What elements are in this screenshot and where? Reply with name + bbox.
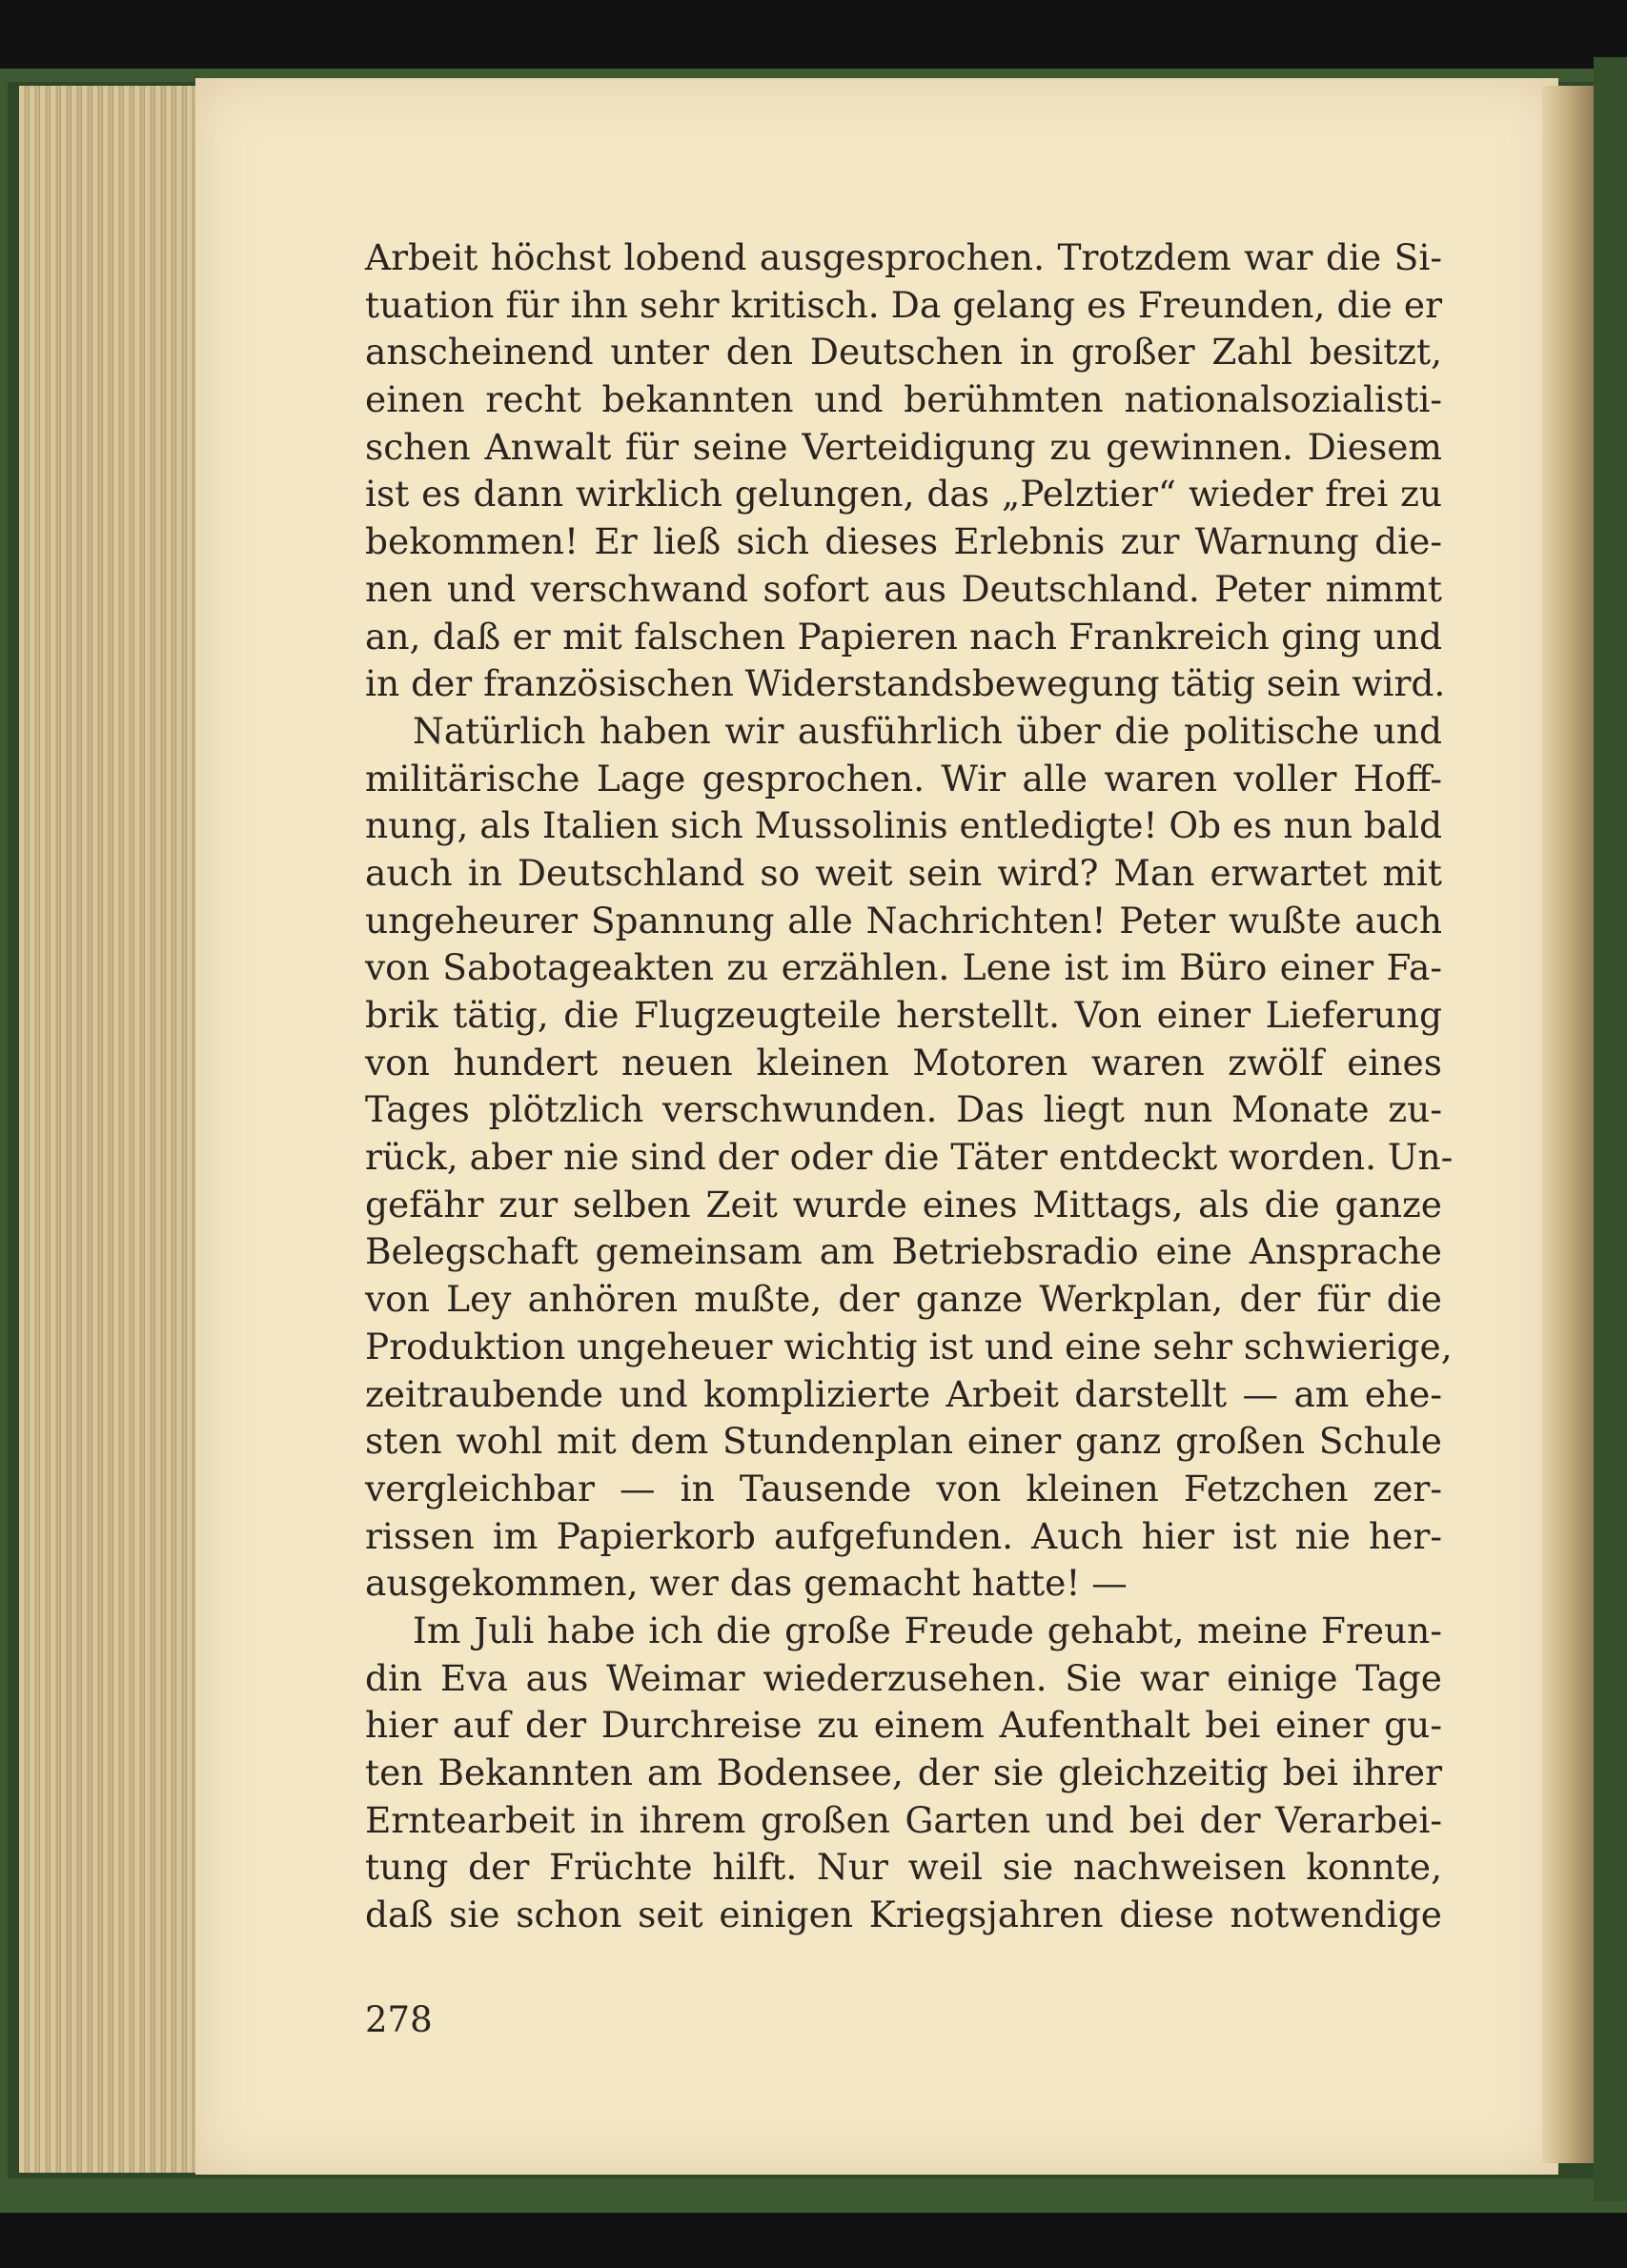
text-line: nung, als Italien sich Mussolinis entledigte! Ob es nun bald: [365, 804, 1443, 847]
text-line: Tages plötzlich verschwunden. Das liegt nun Monate zu-: [365, 1088, 1442, 1131]
text-line: daß sie schon seit einigen Kriegsjahren diese notwendige: [365, 1893, 1442, 1936]
facing-cover-edge: [1594, 57, 1627, 2201]
text-line: hier auf der Durchreise zu einem Aufenthalt bei einer gu-: [365, 1704, 1442, 1747]
page-edges: [19, 86, 200, 2173]
text-line: vergleichbar — in Tausende von kleinen Fetzchen zer-: [365, 1467, 1442, 1509]
text-line: brik tätig, die Flugzeugteile herstellt. Von einer Lieferung: [365, 994, 1442, 1036]
text-line: rück, aber nie sind der oder die Täter entdeckt worden. Un-: [365, 1136, 1454, 1179]
text-line: rissen im Papierkorb aufgefunden. Auch hier ist nie her-: [365, 1514, 1442, 1557]
text-line: sten wohl mit dem Stundenplan einer ganz großen Schule: [365, 1420, 1442, 1463]
text-line: von Sabotageakten zu erzählen. Lene ist im Büro einer Fa-: [365, 946, 1442, 989]
book-gutter: [1542, 86, 1596, 2163]
text-line: einen recht bekannten und berühmten nationalsozialisti-: [365, 378, 1442, 421]
text-line: gefähr zur selben Zeit wurde eines Mittags, als die ganze: [365, 1183, 1442, 1225]
text-line: von hundert neuen kleinen Motoren waren zwölf eines: [365, 1041, 1442, 1083]
text-line: in der französischen Widerstandsbewegung tätig sein wird.: [365, 662, 1446, 705]
text-line: tung der Früchte hilft. Nur weil sie nachweisen konnte,: [365, 1846, 1442, 1889]
text-line: ausgekommen, wer das gemacht hatte! —: [365, 1562, 1128, 1605]
text-line: ten Bekannten am Bodensee, der sie gleichzeitig bei ihrer: [365, 1752, 1442, 1793]
text-line: schen Anwalt für seine Verteidigung zu gewinnen. Diesem: [365, 425, 1442, 468]
text-line: din Eva aus Weimar wiederzusehen. Sie war einige Tage: [365, 1656, 1442, 1699]
text-line: tuation für ihn sehr kritisch. Da gelang es Freunden, die er: [365, 283, 1442, 326]
text-line: auch in Deutschland so weit sein wird? Man erwartet mit: [365, 851, 1442, 894]
page-body-text: [365, 234, 1454, 1939]
text-line: Produktion ungeheuer wichtig ist und eine sehr schwierige,: [365, 1325, 1453, 1367]
page-number: 278: [365, 1999, 433, 2040]
text-line: zeitraubende und komplizierte Arbeit darstellt — am ehe-: [365, 1372, 1442, 1415]
text-line: ungeheurer Spannung alle Nachrichten! Peter wußte auch: [365, 899, 1442, 942]
text-line: an, daß er mit falschen Papieren nach Frankreich ging und: [365, 615, 1442, 658]
text-line: Belegschaft gemeinsam am Betriebsradio eine Ansprache: [365, 1230, 1442, 1273]
text-line: militärische Lage gesprochen. Wir alle waren voller Hoff-: [365, 757, 1442, 800]
text-line: anscheinend unter den Deutschen in großer Zahl besitzt,: [365, 331, 1442, 374]
text-line: nen und verschwand sofort aus Deutschland. Peter nimmt: [365, 567, 1442, 610]
text-line: von Ley anhören mußte, der ganze Werkplan, der für die: [365, 1278, 1442, 1321]
text-line: bekommen! Er ließ sich dieses Erlebnis zur Warnung die-: [365, 520, 1442, 563]
text-line: ist es dann wirklich gelungen, das „Pelztier“ wieder frei zu: [365, 473, 1442, 516]
text-line: Natürlich haben wir ausführlich über die politische und: [413, 709, 1442, 752]
text-line: Erntearbeit in ihrem großen Garten und bei der Verarbei-: [365, 1798, 1442, 1841]
text-line: Arbeit höchst lobend ausgesprochen. Trotzdem war die Si-: [365, 236, 1442, 278]
text-line: Im Juli habe ich die große Freude gehabt, meine Freun-: [413, 1609, 1442, 1651]
